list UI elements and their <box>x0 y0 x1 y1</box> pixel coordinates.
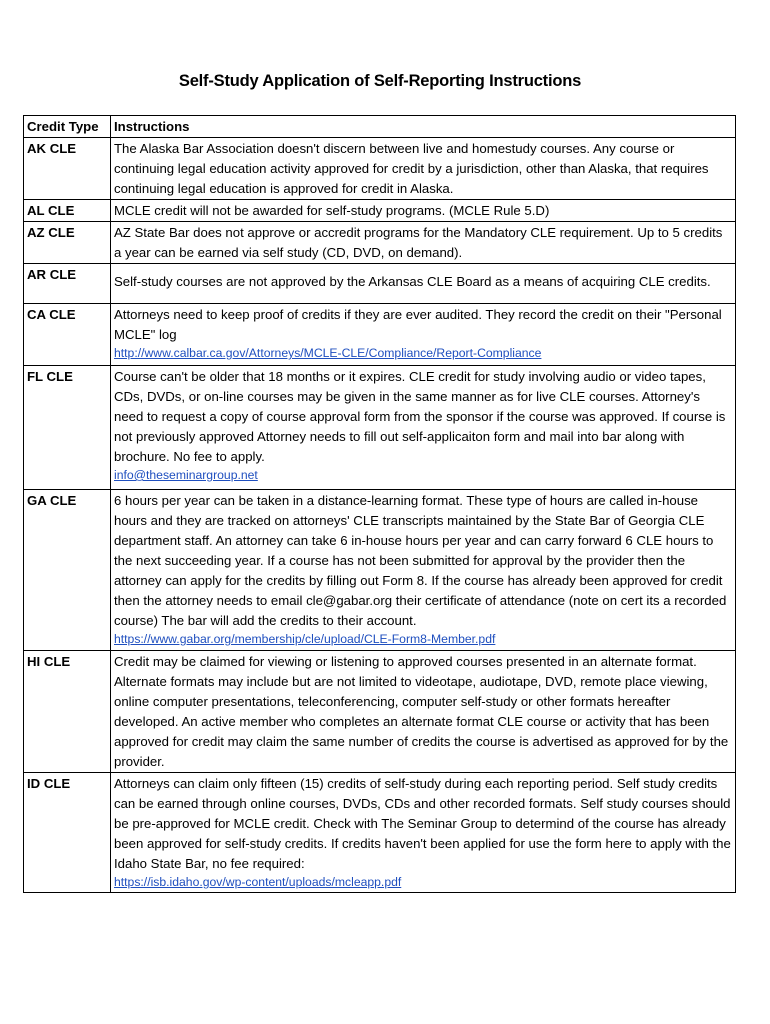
instructions-text: AZ State Bar does not approve or accredit programs for the Mandatory CLE requirement. Up to 5 credits a year can be earned via self study (CD, DVD, on demand). <box>114 225 723 260</box>
credit-type-cell: ID CLE <box>24 773 111 893</box>
instructions-cell <box>111 200 736 222</box>
credit-type-cell: AR CLE <box>24 264 111 304</box>
instructions-cell <box>111 304 736 366</box>
table-row <box>24 222 736 264</box>
table-row <box>24 304 736 366</box>
idaho-mcleapp-link[interactable]: https://isb.idaho.gov/wp-content/uploads/mcleapp.pdf <box>114 875 402 889</box>
gabar-form8-link[interactable]: https://www.gabar.org/membership/cle/upload/CLE-Form8-Member.pdf <box>114 632 496 646</box>
credit-type-cell: AK CLE <box>24 138 111 200</box>
table-row <box>24 651 736 773</box>
instructions-text: Course can't be older that 18 months or it expires. CLE credit for study involving audio or video tapes, CDs, DVDs, or on-line courses may be given in the same manner as for live CLE courses. Attorney's need to request a copy of course approval form from the sponsor if the course was approved. If course is not previously approved Attorney needs to fill out self-applicaiton form and mail into bar along with brochure. No fee to apply. <box>114 369 726 464</box>
credit-type-cell: HI CLE <box>24 651 111 773</box>
instructions-text: Credit may be claimed for viewing or listening to approved courses presented in an alternate format. Alternate formats may include but are not limited to videotape, audiotape, DVD, remote place viewing, online computer presentations, teleconferencing, computer self-study or other formats hereafter developed. An active member who completes an alternate format CLE course or activity that has been approved for credit may claim the same number of credits the course is advertised as approved for by the provider. <box>114 654 729 769</box>
instructions-text: 6 hours per year can be taken in a distance-learning format. These type of hours are called in-house hours and they are tracked on attorneys' CLE transcripts maintained by the State Bar of Georgia CLE department staff. An attorney can take 6 in-house hours per year and can carry forward 6 CLE hours to the next succeeding year. If a course has not been submitted for approval by the provider then the attorney can apply for the credits by filling out Form 8. If the course has already been approved for credit then the attorney needs to email cle@gabar.org their certificate of attendance (note on cert its a recorded course) The bar will add the credits to their account. <box>114 493 727 628</box>
table-row <box>24 773 736 893</box>
credit-type-cell: AZ CLE <box>24 222 111 264</box>
table-row <box>24 490 736 651</box>
instructions-text: MCLE credit will not be awarded for self-study programs. (MCLE Rule 5.D) <box>114 203 550 218</box>
table-header-row <box>24 116 736 138</box>
credit-type-cell: FL CLE <box>24 366 111 490</box>
instructions-cell <box>111 222 736 264</box>
instructions-cell <box>111 264 736 304</box>
instructions-cell <box>111 651 736 773</box>
cle-instructions-table <box>23 115 736 893</box>
table-row <box>24 366 736 490</box>
credit-type-cell: AL CLE <box>24 200 111 222</box>
page-title: Self-Study Application of Self-Reporting Instructions <box>178 72 582 90</box>
instructions-cell <box>111 366 736 490</box>
instructions-text: The Alaska Bar Association doesn't discern between live and homestudy courses. Any course or continuing legal education activity approved for credit by a jurisdiction, other than Alaska, that requires continuing legal education is approved for credit in Alaska. <box>114 141 709 196</box>
credit-type-cell: CA CLE <box>24 304 111 366</box>
table-row <box>24 200 736 222</box>
instructions-cell <box>111 773 736 893</box>
instructions-text: Attorneys can claim only fifteen (15) credits of self-study during each reporting period. Self study credits can be earned through online courses, DVDs, CDs and other recorded formats. Self study courses should be pre-approved for MCLE credit. Check with The Seminar Group to determind of the course has already been approved for self-study credits. If credits haven't been applied for use the form here to apply with the Idaho State Bar, no fee required: <box>114 776 731 871</box>
instructions-text: Self-study courses are not approved by the Arkansas CLE Board as a means of acquiring CLE credits. <box>114 274 711 289</box>
credit-type-cell: GA CLE <box>24 490 111 651</box>
table-row <box>24 264 736 304</box>
seminargroup-email-link[interactable]: info@theseminargroup.net <box>114 468 258 482</box>
instructions-cell <box>111 138 736 200</box>
calbar-compliance-link[interactable]: http://www.calbar.ca.gov/Attorneys/MCLE-CLE/Compliance/Report-Compliance <box>114 346 542 360</box>
instructions-text: Attorneys need to keep proof of credits if they are ever audited. They record the credit on their "Personal MCLE" log <box>114 307 722 342</box>
header-credit-type: Credit Type <box>24 116 111 138</box>
header-instructions: Instructions <box>111 116 736 138</box>
table-row <box>24 138 736 200</box>
instructions-cell <box>111 490 736 651</box>
